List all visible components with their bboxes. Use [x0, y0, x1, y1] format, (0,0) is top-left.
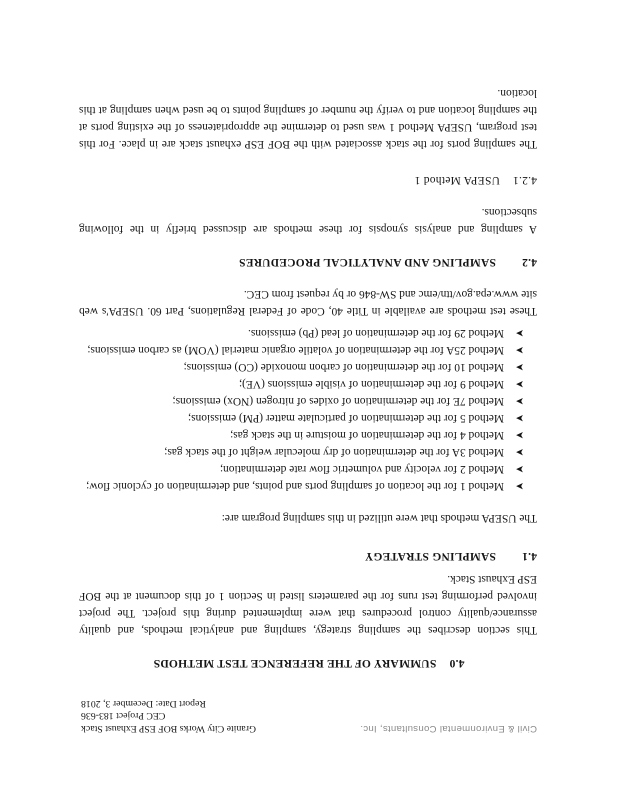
footer-project-number: CEC Project 183-636	[81, 710, 166, 722]
bullet-icon: ➤	[515, 463, 524, 474]
section-4-1-title: SAMPLING STRATEGY	[364, 550, 496, 562]
section-4-1-heading	[79, 547, 537, 564]
section-4-2-1-title: USEPA Method 1	[414, 174, 500, 186]
section-4-2-1-number: 4.2.1	[512, 174, 537, 186]
footer-report-date: Report Date: December 3, 2018	[81, 698, 206, 709]
intro-paragraph: This section describes the sampling strategy, sampling and analytical methods, and quality assurance/quality control procedures that were implemented during this project. The project involved performing test runs for the parameters listed in Section 1 of this document at the BOF ESP Exhaust Stack.	[79, 573, 537, 636]
section-4-2-title: SAMPLING AND ANALYTICAL PROCEDURES	[238, 256, 496, 268]
methods-list	[66, 324, 537, 494]
bullet-icon: ➤	[515, 344, 524, 355]
methods-lead: The USEPA methods that were utilized in this sampling program are:	[221, 512, 537, 524]
list-item: ➤ Method 4 for the determination of moisture in the stack gas;	[66, 426, 524, 443]
bullet-icon: ➤	[515, 378, 524, 389]
bullet-icon: ➤	[515, 429, 524, 440]
list-item: ➤ Method 9 for the determination of visible emissions (VE);	[66, 375, 524, 392]
header-number: 4.0	[449, 657, 465, 670]
bullet-icon: ➤	[515, 361, 524, 372]
bullet-icon: ➤	[515, 446, 524, 457]
procedures-paragraph: A sampling and analysis synopsis for these methods are discussed briefly in the following subsections.	[79, 206, 537, 235]
list-item: ➤ Method 5 for the determination of particulate matter (PM) emissions;	[66, 409, 524, 426]
page-header	[0, 657, 618, 670]
list-item: ➤ Method 10 for the determination of carbon monoxide (CO) emissions;	[66, 358, 524, 375]
list-item: ➤ Method 2 for velocity and volumetric flow rate determination;	[66, 460, 524, 477]
footer-company: Civil & Environmental Consultants, Inc.	[360, 723, 537, 734]
methods-availability: These test methods are available in Title 40, Code of Federal Regulations, Part 60. USEPA's web site www.epa.gov/ttn/emc and SW-846 or by request from CEC.	[79, 288, 537, 317]
bullet-icon: ➤	[515, 395, 524, 406]
footer-report-title: Granite City Works BOF ESP Exhaust Stack	[81, 723, 257, 734]
method1-paragraph: The sampling ports for the stack associated with the BOF ESP exhaust stack are in place. For this test program, USEPA Method 1 was used to determine the appropriateness of the existing ports at the sampling location and to verify the number of sampling points to be used when sampling at this location.	[79, 87, 537, 150]
list-item: ➤ Method 25A for the determination of volatile organic material (VOM) as carbon emissions;	[66, 341, 524, 358]
list-item: ➤ Method 7E for the determination of oxides of nitrogen (NOx) emissions;	[66, 392, 524, 409]
footer-report-info	[81, 697, 256, 735]
bullet-icon: ➤	[515, 327, 524, 338]
list-item: ➤ Method 1 for the location of sampling ports and points, and determination of cyclonic flow;	[66, 477, 524, 494]
section-4-2-number: 4.2	[521, 256, 537, 268]
list-item: ➤ Method 3A for the determination of dry molecular weight of the stack gas;	[66, 443, 524, 460]
header-title: SUMMARY OF THE REFERENCE TEST METHODS	[153, 657, 437, 670]
bullet-icon: ➤	[515, 412, 524, 423]
bullet-icon: ➤	[515, 480, 524, 491]
section-4-2-heading	[79, 253, 537, 270]
section-4-1-number: 4.1	[521, 550, 537, 562]
list-item: ➤ Method 29 for the determination of lead (Pb) emissions.	[66, 324, 524, 341]
section-4-2-1-heading	[79, 171, 537, 188]
